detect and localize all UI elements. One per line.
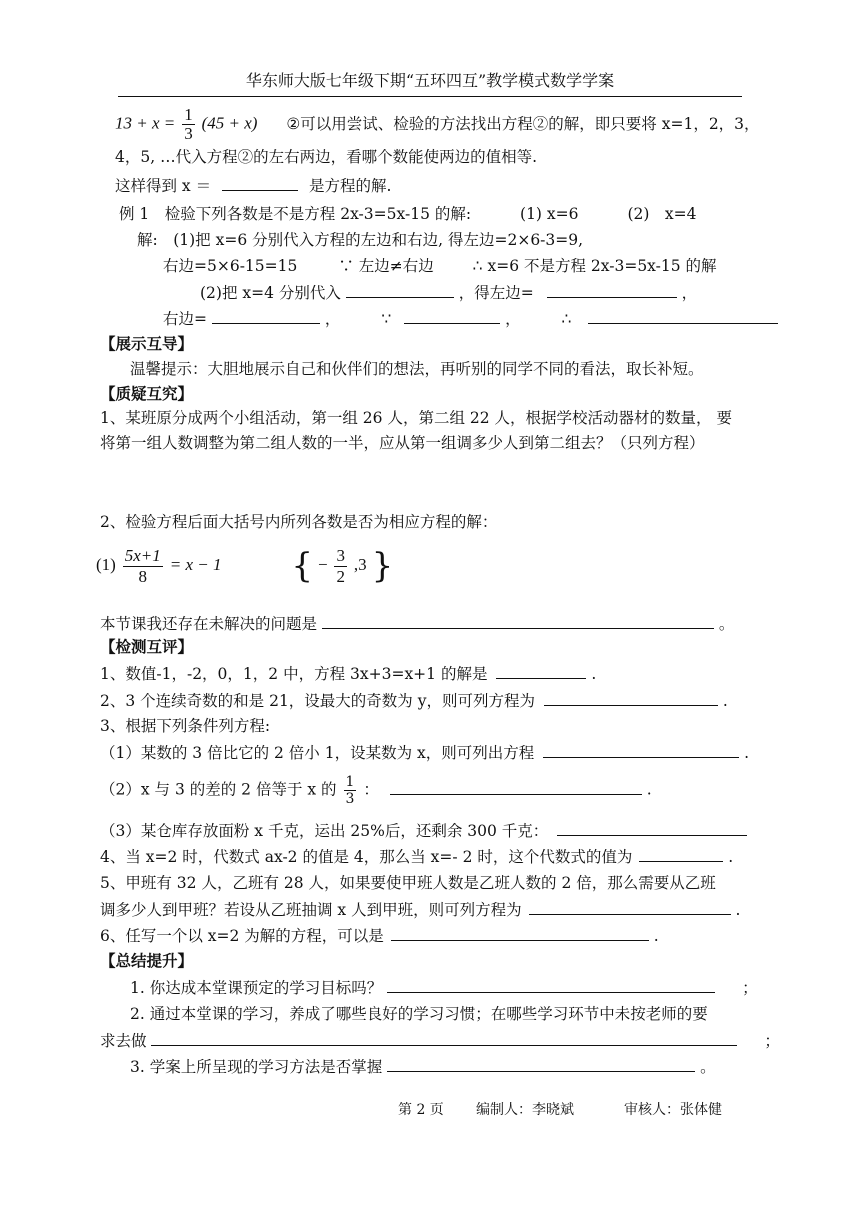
equation-fraction-lhs: [123, 546, 163, 587]
unsolved-blank[interactable]: [322, 612, 714, 629]
equation-fraction: [182, 106, 195, 143]
equation-rhs: (45 + x): [201, 113, 258, 133]
intro-line-3: [115, 174, 391, 197]
test-3-2-denominator: 3: [345, 791, 355, 807]
summary-2-text: 求去做: [100, 1032, 147, 1050]
left-side-blank[interactable]: [547, 281, 677, 298]
fraction-numerator: 1: [184, 105, 193, 124]
test-3-1-blank[interactable]: [543, 741, 739, 758]
intro-text: ②可以用尝试、检验的方法找出方程②的解，即只要将 x=1，2，3，: [286, 114, 760, 133]
intro-equation-line: [115, 106, 760, 143]
footer-page-number: 第 2 页: [398, 1102, 444, 1118]
solution-4-comma-1: ，: [324, 310, 341, 328]
solution-3-left-label: ，得左边=: [458, 284, 534, 302]
test-6: [100, 924, 659, 947]
test-4-text: 4、当 x=2 时，代数式 ax-2 的值是 4，那么当 x=- 2 时，这个代数式的值为: [100, 848, 633, 866]
section-heading-summary: 【总结提升】: [100, 952, 194, 970]
solution-3-label: (2)把 x=4 分别代入: [200, 284, 341, 302]
test-2-text: 2、3 个连续奇数的和是 21，设最大的奇数为 y，则可列方程为: [100, 692, 535, 710]
example-1-text: 例 1 检验下列各数是不是方程 2x-3=5x-15 的解:: [119, 205, 472, 223]
section-heading-display: 【展示互导】: [100, 335, 194, 353]
solution-therefore: ∴ x=6 不是方程 2x-3=5x-15 的解: [472, 257, 717, 275]
right-brace: }: [371, 546, 394, 586]
equation-denominator: 8: [138, 566, 148, 586]
test-2: [100, 689, 728, 712]
summary-3-blank[interactable]: [387, 1055, 695, 1072]
intro-line-2: 4，5, …代入方程②的左右两边，看哪个数能使两边的值相等.: [115, 148, 538, 166]
summary-1-blank[interactable]: [387, 976, 715, 993]
test-2-blank[interactable]: [544, 689, 718, 706]
test-1-text: 1、数值-1，-2，0，1，2 中，方程 3x+3=x+1 的解是: [100, 665, 488, 683]
summary-3-end: 。: [700, 1058, 716, 1076]
test-3-2-fraction: [344, 774, 357, 807]
test-6-text: 6、任写一个以 x=2 为解的方程，可以是: [100, 927, 384, 945]
left-brace: {: [291, 546, 313, 586]
test-2-end: .: [722, 692, 728, 710]
therefore-symbol: ∴: [561, 310, 572, 328]
question-2-equation: [96, 545, 393, 587]
solution-line-1: 解: (1)把 x=6 分别代入方程的左边和右边, 得左边=2×6-3=9,: [137, 231, 584, 249]
test-5-text: 调多少人到甲班？若设从乙班抽调 x 人到甲班，则可列方程为: [100, 901, 522, 919]
set-value: ,3: [353, 555, 367, 574]
summary-3: [130, 1055, 716, 1078]
set-fraction-denominator: 2: [336, 566, 345, 586]
question-1-line-2: 将第一组人数调整为第二组人数的一半，应从第一组调多少人到第二组去？（只列方程）: [100, 434, 705, 452]
summary-2-line-1: 2. 通过本堂课的学习，养成了哪些良好的学习习惯；在哪些学习环节中未按老师的要: [130, 1005, 708, 1023]
summary-1-text: 1. 你达成本堂课预定的学习目标吗？: [130, 979, 383, 997]
test-5-blank[interactable]: [529, 898, 731, 915]
test-1-end: .: [591, 665, 597, 683]
equation-number: (1): [96, 555, 116, 574]
footer-editor: 编制人：李晓斌: [476, 1102, 574, 1118]
equation-lhs: 13 + x =: [115, 113, 176, 133]
answer-blank[interactable]: [222, 174, 298, 191]
fraction-denominator: 3: [184, 124, 193, 143]
test-3-1-end: .: [744, 744, 750, 762]
display-tip: 温馨提示：大胆地展示自己和伙伴们的想法，再听别的同学不同的看法，取长补短。: [130, 360, 704, 378]
example-1-title: [119, 203, 696, 225]
test-4: [100, 845, 733, 868]
test-3: 3、根据下列条件列方程:: [100, 717, 271, 735]
summary-2-line-2: [100, 1029, 780, 1052]
unsolved-end: 。: [718, 615, 735, 633]
example-1-option-2: (2) x=4: [627, 205, 697, 223]
footer-reviewer: 审核人：张体健: [624, 1102, 722, 1118]
test-1-blank[interactable]: [496, 662, 586, 679]
test-1: [100, 662, 596, 685]
right-side-blank[interactable]: [212, 307, 320, 324]
therefore-blank[interactable]: [588, 307, 778, 324]
test-4-end: .: [728, 848, 734, 866]
test-3-2-colon: ：: [363, 780, 379, 799]
test-3-1: [100, 741, 749, 764]
summary-3-text: 3. 学案上所呈现的学习方法是否掌握: [130, 1058, 383, 1076]
solution-3-comma: ，: [681, 284, 698, 302]
solution-4-comma-2: ，: [505, 310, 521, 328]
question-2: 2、检验方程后面大括号内所列各数是否为相应方程的解：: [100, 513, 498, 531]
summary-1: [130, 976, 758, 999]
solution-because: ∵ 左边≠右边: [338, 257, 434, 275]
test-3-2-blank[interactable]: [390, 778, 642, 795]
test-5-end: .: [735, 901, 741, 919]
solution-line-4: [163, 307, 778, 330]
test-3-3: [100, 819, 747, 842]
set-fraction-numerator: 3: [336, 545, 345, 565]
test-3-2: [100, 774, 652, 807]
page-header: 华东师大版七年级下期“五环四互”教学模式数学学案: [118, 68, 742, 97]
test-3-3-text: （3）某仓库存放面粉 x 千克，运出 25%后，还剩余 300 千克：: [100, 822, 549, 840]
section-heading-test: 【检测互评】: [100, 638, 194, 656]
test-3-3-blank[interactable]: [557, 819, 747, 836]
test-3-1-text: （1）某数的 3 倍比它的 2 倍小 1，设某数为 x，则可列出方程: [100, 744, 535, 762]
substitute-blank[interactable]: [346, 281, 454, 298]
test-3-2-numerator: 1: [345, 774, 355, 790]
solution-4-right-label: 右边=: [163, 310, 207, 328]
intro-line-3-suffix: 是方程的解.: [308, 177, 392, 195]
because-symbol: ∵: [381, 310, 392, 328]
summary-2-blank[interactable]: [151, 1029, 737, 1046]
solution-right-side: 右边=5×6-15=15: [163, 257, 298, 275]
summary-2-end: ；: [764, 1032, 780, 1050]
test-3-2-end: .: [646, 780, 652, 799]
section-heading-question: 【质疑互究】: [100, 385, 194, 403]
test-5-line-2: [100, 898, 740, 921]
because-blank[interactable]: [404, 307, 500, 324]
set-minus: −: [317, 555, 328, 574]
test-3-2-text: （2）x 与 3 的差的 2 倍等于 x 的: [100, 780, 337, 799]
test-6-end: .: [653, 927, 659, 945]
unsolved-label: 本节课我还存在未解决的问题是: [100, 615, 318, 633]
solution-line-2: [163, 255, 717, 277]
equation-right-side: = x − 1: [169, 555, 222, 574]
test-5-line-1: 5、甲班有 32 人，乙班有 28 人，如果要使甲班人数是乙班人数的 2 倍，那么需要从乙班: [100, 874, 716, 892]
test-4-blank[interactable]: [639, 845, 723, 862]
equation-numerator: 5x+1: [124, 545, 161, 565]
intro-line-3-label: 这样得到 x ＝: [115, 177, 212, 195]
question-1-line-1: 1、某班原分成两个小组活动，第一组 26 人，第二组 22 人，根据学校活动器材的数量， 要: [100, 409, 732, 427]
unsolved-line: [100, 612, 734, 635]
test-6-blank[interactable]: [391, 924, 649, 941]
solution-line-3: [200, 281, 697, 304]
set-fraction: [334, 546, 347, 587]
summary-1-end: ；: [742, 979, 758, 997]
example-1-option-1: (1) x=6: [520, 205, 579, 223]
